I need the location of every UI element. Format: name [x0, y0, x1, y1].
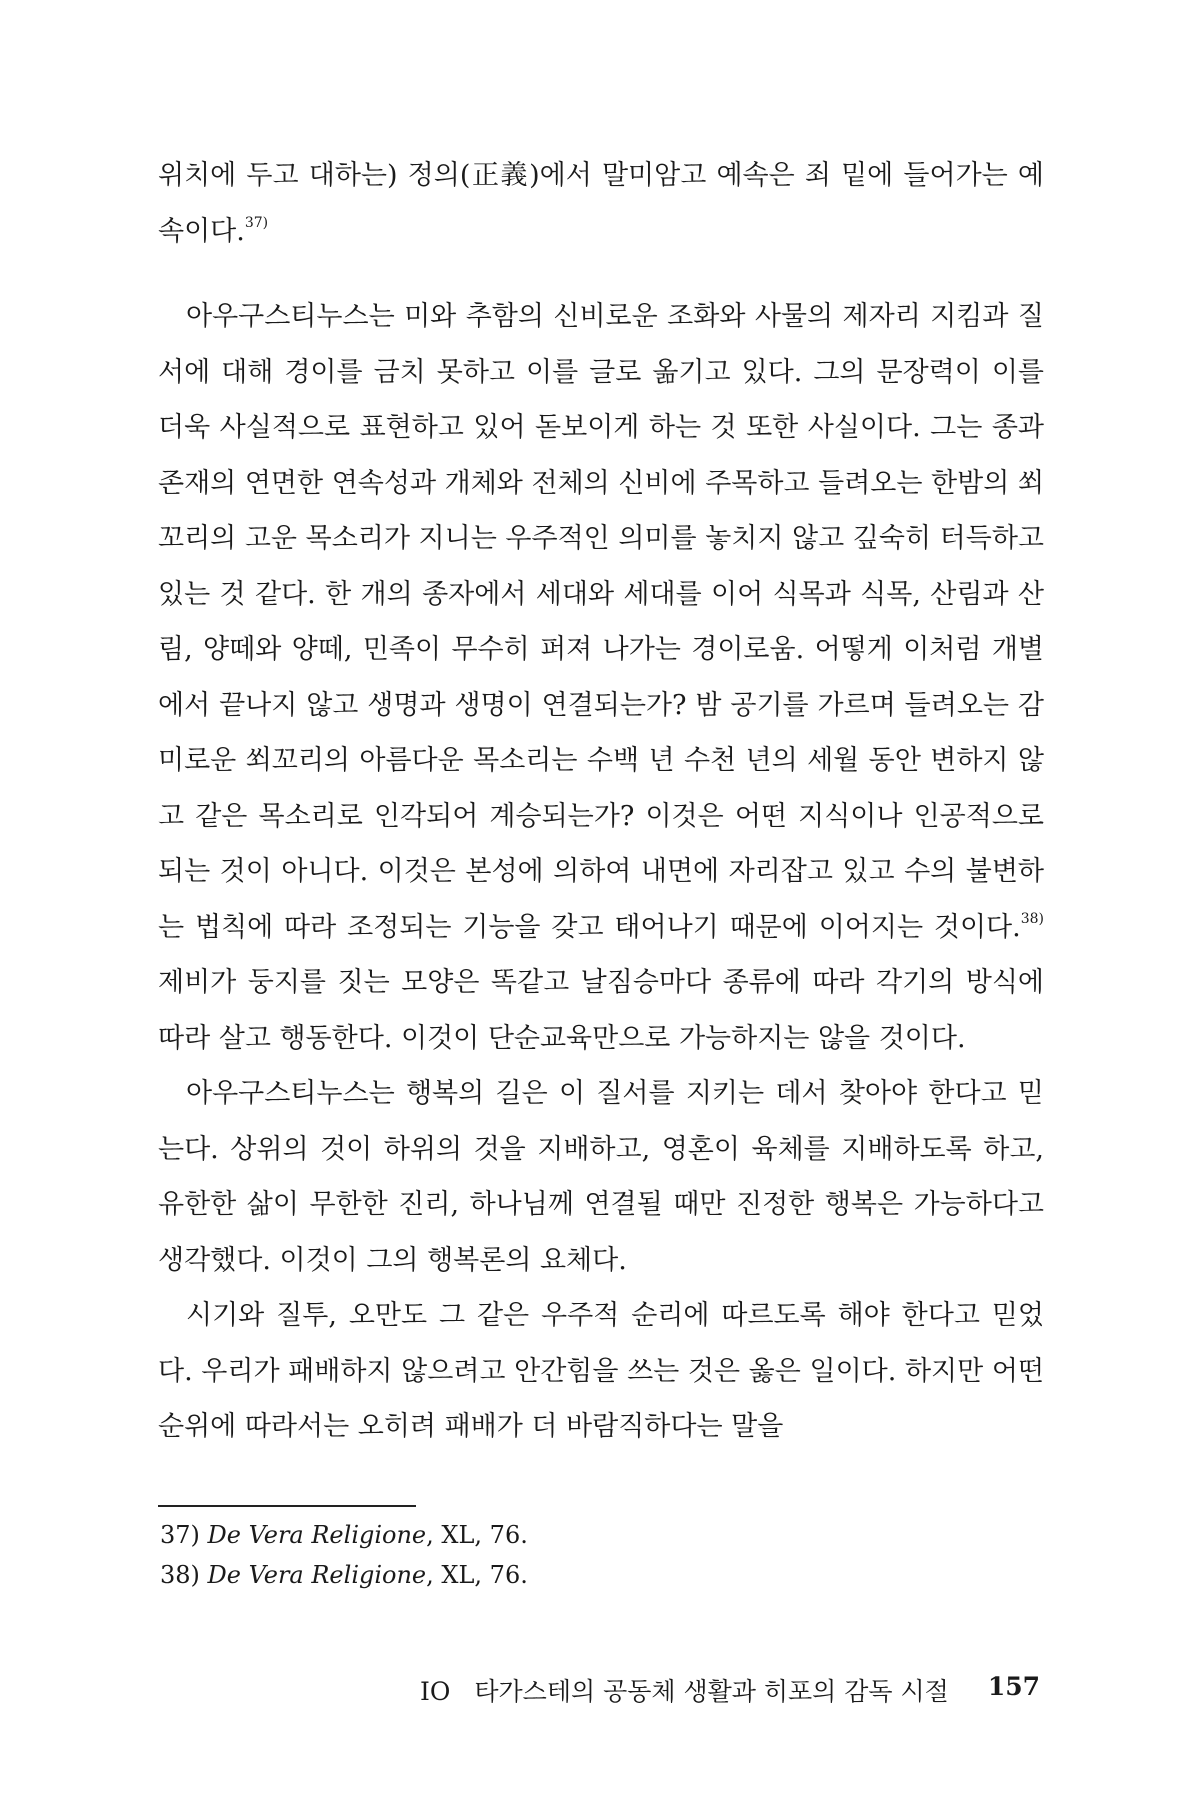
- page-number: 157: [987, 1672, 1040, 1701]
- paragraph-1-text: 위치에 두고 대하는) 정의(正義)에서 말미암고 예속은 죄 밑에 들어가는 예속이다.: [158, 160, 1044, 247]
- paragraph-2-text: 아우구스티누스는 미와 추함의 신비로운 조화와 사물의 제자리 지킴과 질서에 대해 경이를 금치 못하고 이를 글로 옮기고 있다. 그의 문장력이 이를 더욱 사실적으로 표현하고 있어 돋보이게 하는 것 또한 사실이다. 그는 종과 존재의 연면한 연속성과 개체와 전체의 신비에 주목하고 들려오는 한밤의 쐬꼬리의 고운 목소리가 지니는 우주적인 의미를 놓치지 않고 깊숙히 터득하고 있는 것 같다. 한 개의 종자에서 세대와 세대를 이어 식목과 식목, 산림과 산림, 양떼와 양떼, 민족이 무수히 퍼져 나가는 경이로움. 어떻게 이처럼 개별에서 끝나지 않고 생명과 생명이 연결되는가? 밤 공기를 가르며 들려오는 감미로운 쐬꼬리의 아름다운 목소리는 수백 년 수천 년의 세월 동안 변하지 않고 같은 목소리로 인각되어 계승되는가? 이것은 어떤 지식이나 인공적으로 되는 것이 아니다. 이것은 본성에 의하여 내면에 자리잡고 있고 수의 불변하는 법칙에 따라 조정되는 기능을 갖고 태어나기 때문에 이어지는 것이다.: [158, 301, 1044, 943]
- paragraph-3: 아우구스티누스는 행복의 길은 이 질서를 지키는 데서 찾아야 한다고 믿는다. 상위의 것이 하위의 것을 지배하고, 영혼이 육체를 지배하도록 하고, 유한한 삶이 무한한 진리, 하나님께 연결될 때만 진정한 행복은 가능하다고 생각했다. 이것이 그의 행복론의 요체다.: [158, 1078, 1044, 1276]
- paragraph-1: [158, 148, 1044, 259]
- footnote-divider: [158, 1505, 416, 1507]
- chapter-title: 타가스테의 공동체 생활과 히포의 감독 시절: [474, 1677, 949, 1706]
- footnote-number: 37): [160, 1521, 200, 1549]
- footnote-title: De Vera Religione: [207, 1521, 427, 1549]
- footnotes: [160, 1515, 528, 1595]
- footnote-ref-37: 37): [244, 214, 269, 231]
- footnote-title: De Vera Religione: [207, 1561, 427, 1589]
- paragraph-2: [158, 289, 1044, 1066]
- paragraph-2-tail: 제비가 둥지를 짓는 모양은 똑같고 날짐승마다 종류에 따라 각기의 방식에 따라 살고 행동한다. 이것이 단순교육만으로 가능하지는 않을 것이다.: [158, 967, 1044, 1054]
- footnote-37: [160, 1515, 528, 1555]
- running-footer: [420, 1672, 1040, 1708]
- footnote-ref-38: 38): [1020, 910, 1044, 927]
- footnote-number: 38): [160, 1561, 200, 1589]
- chapter-number: IO: [420, 1677, 451, 1706]
- body-text: [158, 148, 1044, 1455]
- footnote-citation: , XL, 76.: [426, 1561, 528, 1589]
- footnote-citation: , XL, 76.: [426, 1521, 528, 1549]
- paragraph-4: 시기와 질투, 오만도 그 같은 우주적 순리에 따르도록 해야 한다고 믿었다. 우리가 패배하지 않으려고 안간힘을 쓰는 것은 옳은 일이다. 하지만 어떤 순위에 따라서는 오히려 패배가 더 바람직하다는 말을: [158, 1300, 1044, 1442]
- footnote-38: [160, 1555, 528, 1595]
